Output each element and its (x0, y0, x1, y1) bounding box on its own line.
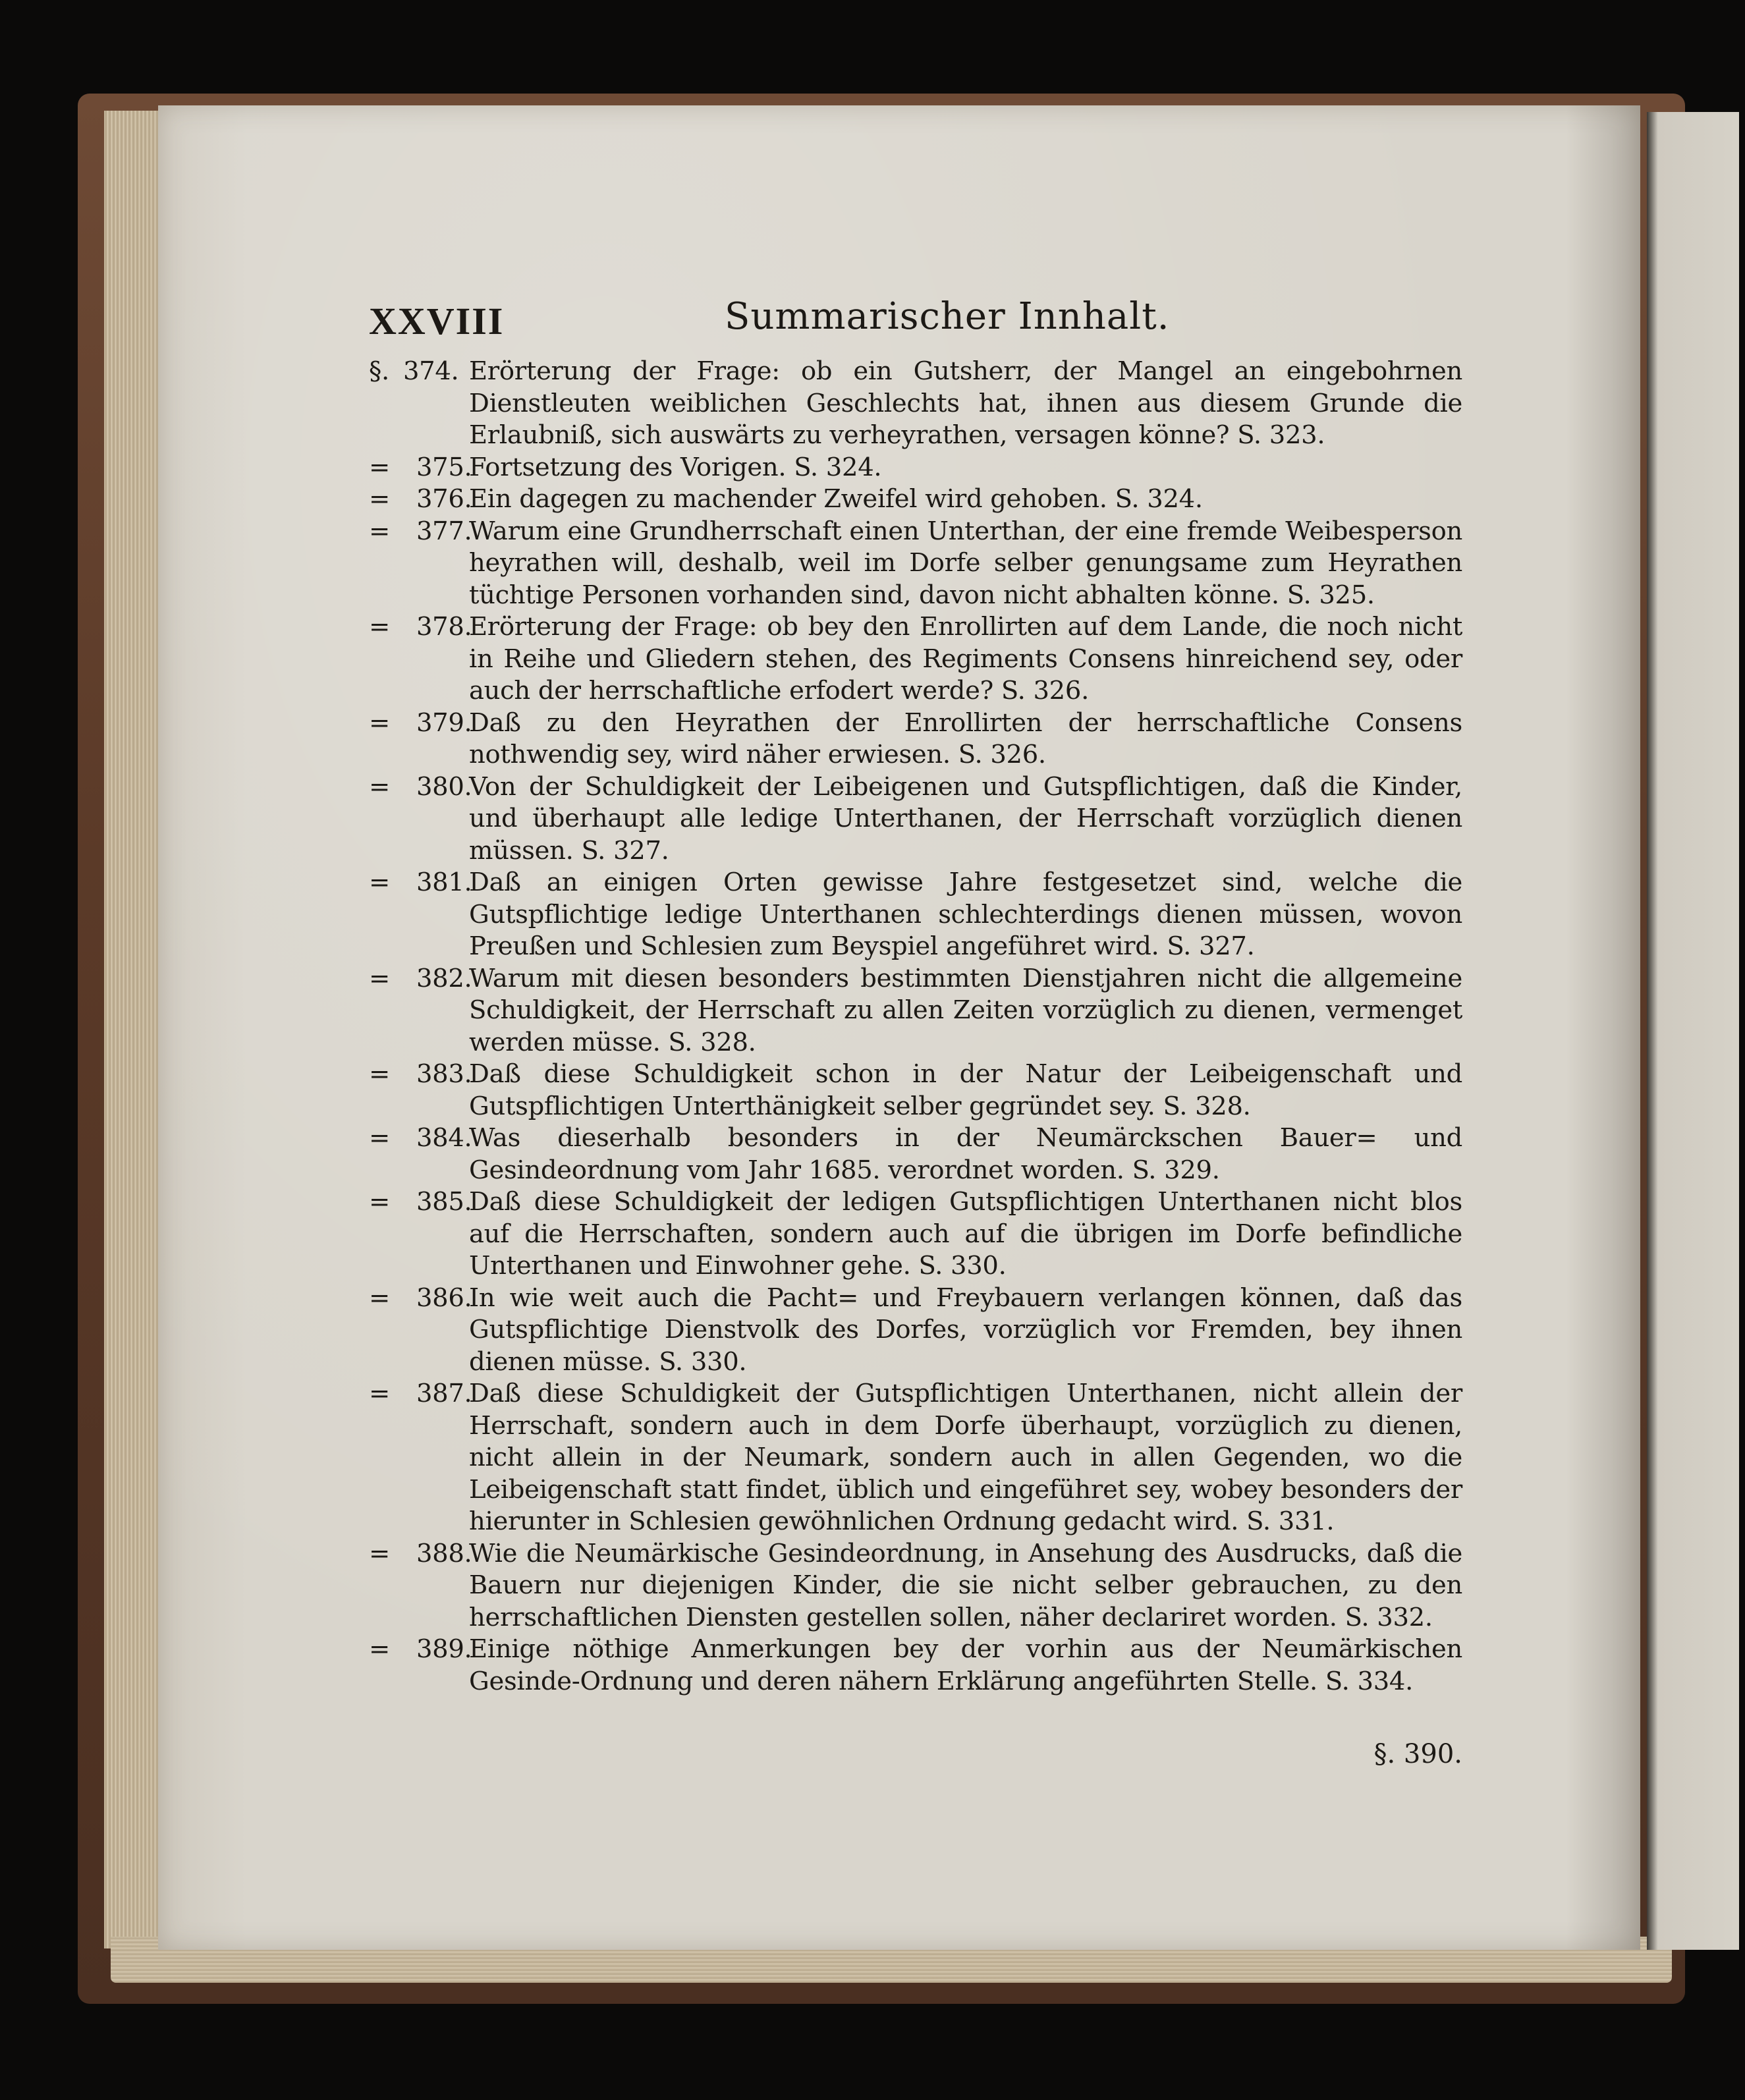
entry-text: Warum eine Grundherrschaft einen Unterthan, der eine fremde Weibesperson heyrathen will, deshalb, weil im Dorfe selber genungsame zum Heyrathen tüchtige Personen vorhanden sind, davon nicht abhalten könne. S. 325. (469, 516, 1462, 610)
entry-mark: = (369, 452, 390, 482)
running-title: Summarischer Innhalt. (725, 295, 1170, 338)
entry-number (369, 1059, 472, 1091)
entry-section-number: 381. (416, 868, 472, 897)
entry-mark: = (369, 707, 390, 738)
page-header (369, 290, 1462, 356)
toc-entry (369, 1283, 1462, 1379)
entry-mark: = (369, 963, 390, 993)
entry-section-number: 379. (416, 707, 472, 738)
entry-section-number: 376. (416, 484, 472, 514)
entry-number (369, 1378, 472, 1410)
entry-mark: = (369, 1187, 390, 1217)
entry-number (369, 963, 472, 995)
entry-mark: = (369, 1123, 390, 1153)
entry-number (369, 516, 472, 548)
toc-entry (369, 707, 1462, 771)
entry-text: Einige nöthige Anmerkungen bey der vorhin aus der Neumärkischen Gesinde-Ordnung und deren nähern Erklärung angeführten Stelle. S. 334. (469, 1634, 1462, 1696)
entry-text: Daß diese Schuldigkeit der ledigen Gutspflichtigen Unterthanen nicht blos auf die Herrschaften, sondern auch auf die übrigen im Dorfe befindliche Unterthanen und Einwohner gehe. S. 330. (469, 1187, 1462, 1281)
entry-mark: = (369, 612, 390, 642)
entry-section-number: 375. (416, 452, 472, 482)
entry-text: In wie weit auch die Pacht= und Freybauern verlangen können, daß das Gutspflichtige Dienstvolk des Dorfes, vorzüglich vor Fremden, bey ihnen dienen müsse. S. 330. (469, 1283, 1462, 1377)
toc-entry (369, 963, 1462, 1059)
entry-text: Von der Schuldigkeit der Leibeigenen und Gutspflichtigen, daß die Kinder, und überhaupt alle ledige Unterthanen, der Herrschaft vorzüglich dienen müssen. S. 327. (469, 771, 1462, 866)
entry-number (369, 611, 472, 644)
entry-section-number: 374. (402, 356, 459, 386)
entry-text: Daß an einigen Orten gewisse Jahre festgesetzet sind, welche die Gutspflichtige ledige Unterthanen schlechterdings dienen müssen, wovon Preußen und Schlesien zum Beyspiel angeführet wird. S. 327. (469, 868, 1462, 961)
entry-number (369, 1634, 472, 1666)
toc-entry (369, 1059, 1462, 1122)
entry-section-number: 384. (416, 1123, 472, 1153)
entry-section-number: 385. (416, 1187, 472, 1217)
entry-section-number: 382. (416, 963, 472, 993)
toc-entry (369, 452, 1462, 484)
toc-entry (369, 516, 1462, 612)
entry-mark: §. (369, 356, 389, 386)
toc-entry (369, 1634, 1462, 1698)
toc-entry (369, 1538, 1462, 1634)
entry-section-number: 388. (416, 1538, 472, 1568)
facing-page-edge (1647, 112, 1739, 1950)
toc-entry (369, 771, 1462, 868)
page-edges-left (104, 111, 163, 1948)
entry-number (369, 707, 472, 740)
entry-number (369, 452, 472, 484)
entry-number (369, 1538, 472, 1570)
entry-mark: = (369, 516, 390, 546)
entry-number (369, 484, 472, 516)
entry-number (369, 1122, 472, 1155)
entry-section-number: 386. (416, 1283, 472, 1313)
entry-number (369, 867, 472, 899)
entry-number (369, 1283, 472, 1315)
entry-mark: = (369, 1634, 390, 1664)
entry-text: Daß diese Schuldigkeit der Gutspflichtigen Unterthanen, nicht allein der Herrschaft, sondern auch in dem Dorfe überhaupt, vorzüglich zu dienen, nicht allein in der Neumark, sondern auch in allen Gegenden, wo die Leibeigenschaft statt findet, üblich und eingeführet sey, wobey besonders der hierunter in Schlesien gewöhnlichen Ordnung gedacht wird. S. 331. (469, 1379, 1462, 1536)
entry-text: Erörterung der Frage: ob ein Gutsherr, der Mangel an eingebohrnen Dienstleuten weiblichen Geschlechts hat, ihnen aus diesem Grunde die Erlaubniß, sich auswärts zu verheyrathen, versagen könne? S. 323. (469, 356, 1462, 450)
toc-entry (369, 1378, 1462, 1538)
entry-section-number: 380. (416, 771, 472, 802)
entry-number (369, 771, 472, 804)
catchword: §. 390. (1373, 1739, 1462, 1769)
entry-text: Ein dagegen zu machender Zweifel wird gehoben. S. 324. (469, 484, 1203, 514)
entry-text: Daß zu den Heyrathen der Enrollirten der herrschaftliche Consens nothwendig sey, wird näher erwiesen. S. 326. (469, 707, 1462, 769)
entry-mark: = (369, 771, 390, 802)
entry-mark: = (369, 1059, 390, 1089)
toc-entry (369, 611, 1462, 707)
entry-section-number: 377. (416, 516, 472, 546)
entry-mark: = (369, 1538, 390, 1568)
entry-number (369, 1186, 472, 1219)
page-content (369, 290, 1462, 1769)
entry-text: Fortsetzung des Vorigen. S. 324. (469, 452, 882, 482)
toc-entry (369, 1122, 1462, 1186)
entry-text: Was dieserhalb besonders in der Neumärckschen Bauer= und Gesindeordnung vom Jahr 1685. verordnet worden. S. 329. (469, 1123, 1462, 1185)
entry-section-number: 378. (416, 612, 472, 642)
table-of-contents (369, 356, 1462, 1698)
entry-text: Wie die Neumärkische Gesindeordnung, in Ansehung des Ausdrucks, daß die Bauern nur diejenigen Kinder, die sie nicht selber gebrauchen, zu den herrschaftlichen Diensten gestellen sollen, näher declariret worden. S. 332. (469, 1538, 1462, 1632)
entry-mark: = (369, 484, 390, 514)
page-number: XXVIII (369, 300, 505, 343)
entry-text: Erörterung der Frage: ob bey den Enrollirten auf dem Lande, die noch nicht in Reihe und Gliedern stehen, des Regiments Consens hinreichend sey, oder auch der herrschaftliche erfodert werde? S. 326. (469, 612, 1462, 705)
entry-number (369, 356, 468, 388)
entry-section-number: 387. (416, 1379, 472, 1408)
entry-text: Warum mit diesen besonders bestimmten Dienstjahren nicht die allgemeine Schuldigkeit, der Herrschaft zu allen Zeiten vorzüglich zu dienen, vermenget werden müsse. S. 328. (469, 963, 1462, 1057)
toc-entry (369, 1186, 1462, 1283)
entry-text: Daß diese Schuldigkeit schon in der Natur der Leibeigenschaft und Gutspflichtigen Unterthänigkeit selber gegründet sey. S. 328. (469, 1059, 1462, 1121)
entry-mark: = (369, 1379, 390, 1408)
entry-section-number: 383. (416, 1059, 472, 1089)
entry-section-number: 389. (416, 1634, 472, 1664)
toc-entry (369, 484, 1462, 516)
toc-entry (369, 867, 1462, 963)
toc-entry (369, 356, 1462, 452)
entry-mark: = (369, 1283, 390, 1313)
entry-mark: = (369, 868, 390, 897)
